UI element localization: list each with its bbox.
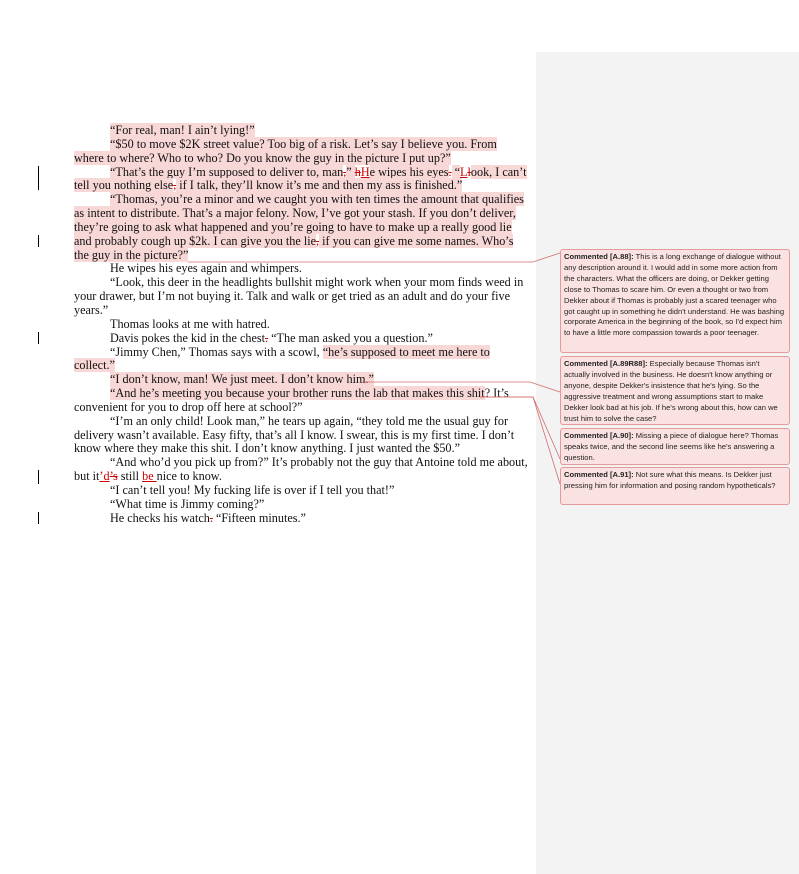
comment-label: Commented [A.91]:	[564, 470, 634, 479]
paragraph	[74, 166, 528, 194]
text-run: nice to know.	[156, 469, 222, 484]
comment-label: Commented [A.89R88]:	[564, 359, 648, 368]
paragraph	[74, 512, 528, 526]
paragraph	[74, 373, 528, 387]
text-run: “I don’t know, man! We just meet. I don’t know him.”	[110, 372, 374, 387]
comment-box[interactable]	[560, 356, 790, 425]
top-strip	[536, 0, 799, 52]
text-run: Thomas looks at me with hatred.	[110, 316, 270, 331]
text-run: e wipes his eyes	[369, 164, 449, 179]
deleted-text: ’s	[109, 469, 118, 484]
change-bar	[38, 332, 39, 344]
paragraph	[74, 456, 528, 484]
change-bar	[38, 470, 39, 484]
text-run: “$50 to move $2K street value? Too big of a risk. Let’s say I believe you. From where to where? Who to who? Do you know the guy in the picture I put up?”	[74, 136, 497, 165]
paragraph	[74, 415, 528, 457]
comment-label: Commented [A.90]:	[564, 431, 634, 440]
paragraph	[74, 332, 528, 346]
text-run: “Fifteen minutes.”	[212, 510, 306, 525]
deleted-text: .	[448, 164, 452, 179]
comment-box[interactable]	[560, 467, 790, 505]
deleted-text: l	[467, 164, 471, 179]
paragraph	[74, 138, 528, 166]
text-run: “	[451, 164, 461, 179]
comment-box[interactable]	[560, 428, 790, 465]
comment-text: This is a long exchange of dialogue without any description around it. I would add in some more action from the characters. What the officers are doing, or Dekker getting close to Thomas to scare him. Or even a thought or two from Dekker about if Thomas is probably just a scared teenager who got caught up in something he didn't understand. He was bashing corporate America in the beginning of the book, so I'd expect him to have a little more compassion towards a poor teenager.	[564, 252, 785, 338]
comment-label: Commented [A.88]:	[564, 252, 634, 261]
text-run: “I can’t tell you! My fucking life is over if I tell you that!”	[110, 482, 395, 497]
text-run: ook, I can’t tell you nothing else	[74, 164, 527, 193]
paragraph	[74, 318, 528, 332]
text-run: “What time is Jimmy coming?”	[110, 496, 265, 511]
inserted-text: be	[142, 469, 157, 484]
comment-box[interactable]	[560, 249, 790, 353]
comment-text: Not sure what this means. Is Dekker just pressing him for information and posing random hypotheticals?	[564, 470, 776, 490]
text-run: He checks his watch	[110, 510, 210, 525]
change-bar	[38, 235, 39, 247]
text-run: “Jimmy Chen,” Thomas says with a scowl,	[110, 344, 323, 359]
inserted-text: ’d	[99, 469, 110, 484]
change-bar	[38, 512, 39, 524]
paragraph	[74, 387, 528, 415]
text-run: ? It’s convenient for you to drop off here at school?”	[74, 386, 509, 414]
deleted-text: h	[354, 164, 361, 179]
text-run: “And who’d you pick up from?” It’s probably not the guy that Antoine told me about, but it	[74, 455, 528, 484]
comment-text: Especially because Thomas isn't actually involved in the business. He doesn't know anything or anyone, despite Dekker's insistence that he's lying. So the aggressive treatment and wrong assumptions start to make Dekker look bad at his job. If he's wrong about this, how can we trust him to solve the case?	[564, 359, 778, 423]
text-run: “And he’s meeting you because your brother runs the lab that makes this shit	[110, 386, 485, 401]
text-run: He wipes his eyes again and whimpers.	[110, 261, 302, 276]
text-run: if I talk, they’ll know it’s me and then my ass is finished.”	[176, 178, 463, 193]
deleted-text: .	[265, 330, 269, 345]
change-bar	[38, 166, 39, 190]
deleted-text: ,	[173, 178, 177, 193]
paragraph	[74, 262, 528, 276]
comment-text: Missing a piece of dialogue here? Thomas speaks twice, and the second line seems like he's answering a question.	[564, 431, 779, 462]
deleted-text: .	[209, 510, 213, 525]
paragraph	[74, 193, 528, 262]
text-run: “Thomas, you’re a minor and we caught you with ten times the amount that qualifies as intent to distribute. That’s a major felony. Now, I’ve got your stash. If you don’t deliver, they’re going to ask what happened and you’re going to have to make up a really good lie and probably cough up $2k. I can give you the lie	[74, 192, 524, 248]
text-run: Davis pokes the kid in the chest	[110, 330, 266, 345]
inserted-text: H	[360, 164, 370, 179]
deleted-text: ,	[343, 164, 347, 179]
text-run: still	[117, 469, 143, 484]
text-run: “he’s supposed to meet me here to collect.”	[74, 344, 490, 373]
paragraph	[74, 276, 528, 318]
text-run: “The man asked you a question.”	[268, 330, 433, 345]
text-run: if you can give me some names. Who’s the guy in the picture?”	[74, 233, 514, 262]
paragraph	[74, 346, 528, 374]
paragraph	[74, 498, 528, 512]
paragraph	[74, 124, 528, 138]
inserted-text: L	[460, 164, 468, 179]
document-body[interactable]	[74, 124, 528, 525]
text-run: “For real, man! I ain’t lying!”	[110, 123, 255, 137]
paragraph	[74, 484, 528, 498]
text-run: “Look, this deer in the headlights bullshit might work when your mom finds weed in your drawer, but I’m not buying it. Talk and walk or get tried as an adult and do your five years.”	[74, 275, 524, 317]
deleted-text: ,	[316, 233, 320, 248]
text-run: “That’s the guy I’m supposed to deliver to, man	[110, 164, 344, 179]
text-run: ”	[346, 164, 355, 179]
text-run: “I’m an only child! Look man,” he tears up again, “they told me the usual guy for delivery wasn’t available. Easy fifty, that’s all I know. I swear, this is my first time. I don’t know where they make this shit. I don’t know anything. I just wanted the $50.”	[74, 413, 515, 456]
